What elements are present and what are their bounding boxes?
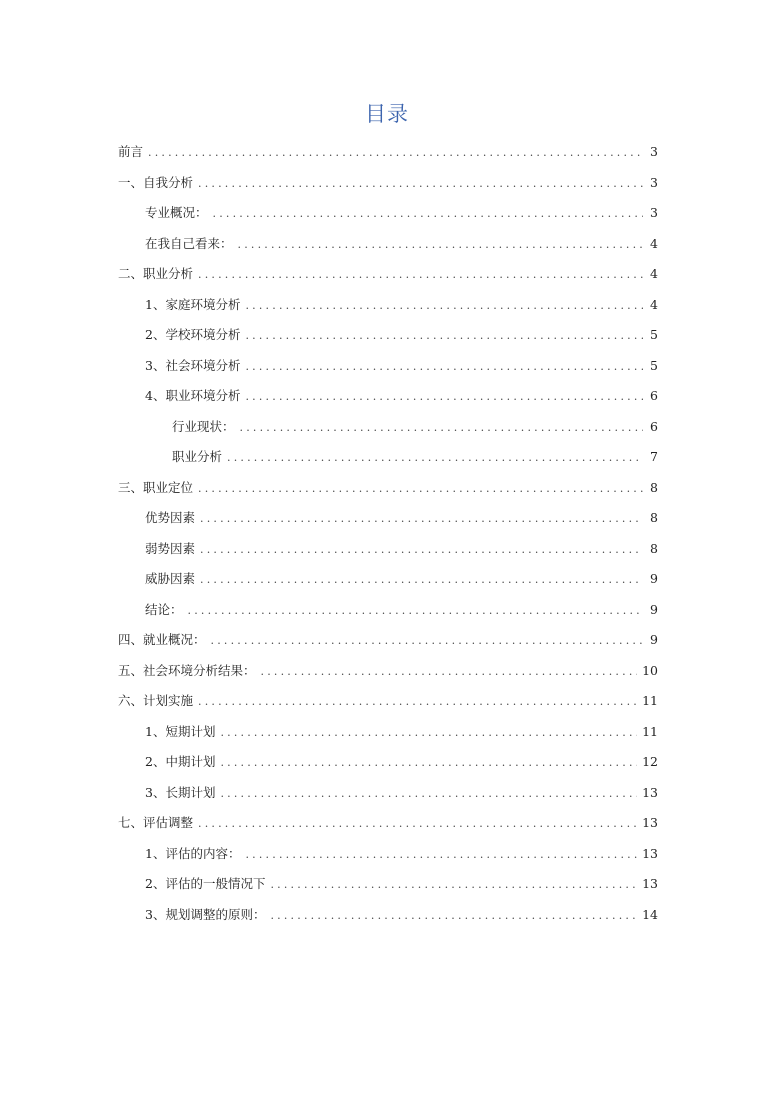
toc-page-number: 5 — [650, 357, 658, 373]
toc-dot-leader — [213, 199, 643, 230]
toc-page-number: 12 — [642, 754, 658, 769]
toc-entry-text: 3、长期计划 — [145, 784, 216, 800]
toc-entry[interactable] — [118, 686, 658, 717]
toc-dot-leader — [245, 321, 643, 352]
toc-entry[interactable] — [118, 595, 658, 626]
toc-entry[interactable] — [118, 351, 658, 382]
toc-dot-leader — [245, 840, 637, 871]
toc-page-number: 3 — [650, 144, 658, 159]
toc-entry-text: 1、家庭环境分析 — [145, 296, 241, 312]
toc-entry-text: 六、计划实施 — [118, 693, 194, 708]
toc-dot-leader — [200, 565, 643, 596]
toc-dot-leader — [245, 291, 643, 322]
toc-entry[interactable] — [118, 412, 658, 443]
toc-dot-leader — [238, 230, 643, 261]
toc-page-number: 10 — [642, 662, 658, 678]
toc-entry[interactable] — [118, 473, 658, 504]
toc-page-number: 13 — [642, 815, 658, 830]
toc-page-number: 8 — [650, 479, 658, 495]
toc-entry-text: 1、评估的内容： — [145, 845, 241, 861]
toc-page-number: 6 — [650, 418, 658, 434]
toc-entry[interactable] — [118, 564, 658, 595]
toc-entry[interactable] — [118, 381, 658, 412]
toc-entry-text: 弱势因素 — [145, 540, 196, 556]
toc-dot-leader — [270, 901, 637, 932]
toc-list — [118, 137, 658, 930]
toc-entry[interactable] — [118, 869, 658, 900]
toc-entry[interactable] — [118, 198, 658, 229]
toc-dot-leader — [198, 687, 637, 718]
toc-dot-leader — [198, 809, 637, 840]
toc-dot-leader — [198, 474, 643, 505]
toc-title: 目录 — [365, 102, 409, 126]
toc-dot-leader — [211, 626, 643, 657]
toc-page-number: 11 — [642, 693, 658, 708]
toc-dot-leader — [245, 352, 643, 383]
toc-page-number: 6 — [650, 388, 658, 403]
toc-entry[interactable] — [118, 625, 658, 656]
toc-entry-text: 三、职业定位 — [118, 479, 194, 495]
toc-page-number: 13 — [642, 845, 658, 861]
toc-entry-text: 威胁因素 — [145, 571, 196, 586]
toc-entry[interactable] — [118, 747, 658, 778]
toc-entry[interactable] — [118, 534, 658, 565]
toc-dot-leader — [200, 535, 643, 566]
toc-dot-leader — [198, 260, 643, 291]
toc-entry[interactable] — [118, 717, 658, 748]
toc-page-number: 14 — [642, 906, 658, 922]
toc-page-number: 5 — [650, 327, 658, 342]
toc-page-number: 7 — [650, 449, 658, 464]
toc-entry-text: 二、职业分析 — [118, 266, 194, 281]
toc-entry-text: 优势因素 — [145, 510, 196, 525]
toc-dot-leader — [220, 779, 637, 810]
toc-entry-text: 2、中期计划 — [145, 754, 216, 769]
toc-entry[interactable] — [118, 900, 658, 931]
toc-entry-text: 3、规划调整的原则： — [145, 906, 266, 922]
toc-entry[interactable] — [118, 229, 658, 260]
toc-page-number: 4 — [650, 235, 658, 251]
toc-entry-text: 职业分析 — [172, 449, 223, 464]
toc-dot-leader — [220, 718, 637, 749]
toc-entry-text: 四、就业概况： — [118, 632, 206, 647]
toc-page-number: 13 — [642, 876, 658, 891]
toc-entry[interactable] — [118, 320, 658, 351]
toc-entry[interactable] — [118, 503, 658, 534]
toc-entry-text: 2、学校环境分析 — [145, 327, 241, 342]
toc-page-number: 4 — [650, 266, 658, 281]
toc-entry-text: 专业概况： — [145, 205, 208, 220]
toc-dot-leader — [198, 169, 643, 200]
toc-entry-text: 2、评估的一般情况下 — [145, 876, 266, 891]
toc-entry-text: 4、职业环境分析 — [145, 388, 241, 403]
toc-dot-leader — [240, 413, 643, 444]
toc-page-number: 9 — [650, 601, 658, 617]
toc-entry-text: 1、短期计划 — [145, 723, 216, 739]
toc-page-number: 9 — [650, 571, 658, 586]
toc-entry[interactable] — [118, 442, 658, 473]
toc-page-number: 3 — [650, 205, 658, 220]
toc-page-number: 8 — [650, 540, 658, 556]
toc-entry[interactable] — [118, 656, 658, 687]
toc-entry-text: 前言 — [118, 144, 144, 159]
toc-page-number: 11 — [642, 723, 658, 739]
toc-page-number: 8 — [650, 510, 658, 525]
toc-entry[interactable] — [118, 259, 658, 290]
toc-entry-text: 行业现状： — [172, 418, 235, 434]
toc-page-number: 13 — [642, 784, 658, 800]
toc-dot-leader — [227, 443, 643, 474]
toc-entry[interactable] — [118, 137, 658, 168]
toc-entry[interactable] — [118, 290, 658, 321]
toc-entry-text: 一、自我分析 — [118, 174, 194, 190]
toc-entry-text: 七、评估调整 — [118, 815, 194, 830]
toc-entry[interactable] — [118, 168, 658, 199]
toc-dot-leader — [261, 657, 638, 688]
toc-page-number: 9 — [650, 632, 658, 647]
toc-entry-text: 在我自己看来： — [145, 235, 233, 251]
toc-entry-text: 五、社会环境分析结果： — [118, 662, 256, 678]
toc-dot-leader — [200, 504, 643, 535]
toc-dot-leader — [148, 138, 643, 169]
toc-entry[interactable] — [118, 808, 658, 839]
toc-dot-leader — [220, 748, 637, 779]
toc-dot-leader — [188, 596, 643, 627]
toc-dot-leader — [245, 382, 643, 413]
toc-entry-text: 结论： — [145, 601, 183, 617]
toc-page-number: 3 — [650, 174, 658, 190]
toc-entry[interactable] — [118, 778, 658, 809]
toc-dot-leader — [270, 870, 637, 901]
toc-entry-text: 3、社会环境分析 — [145, 357, 241, 373]
toc-entry[interactable] — [118, 839, 658, 870]
toc-page-number: 4 — [650, 296, 658, 312]
